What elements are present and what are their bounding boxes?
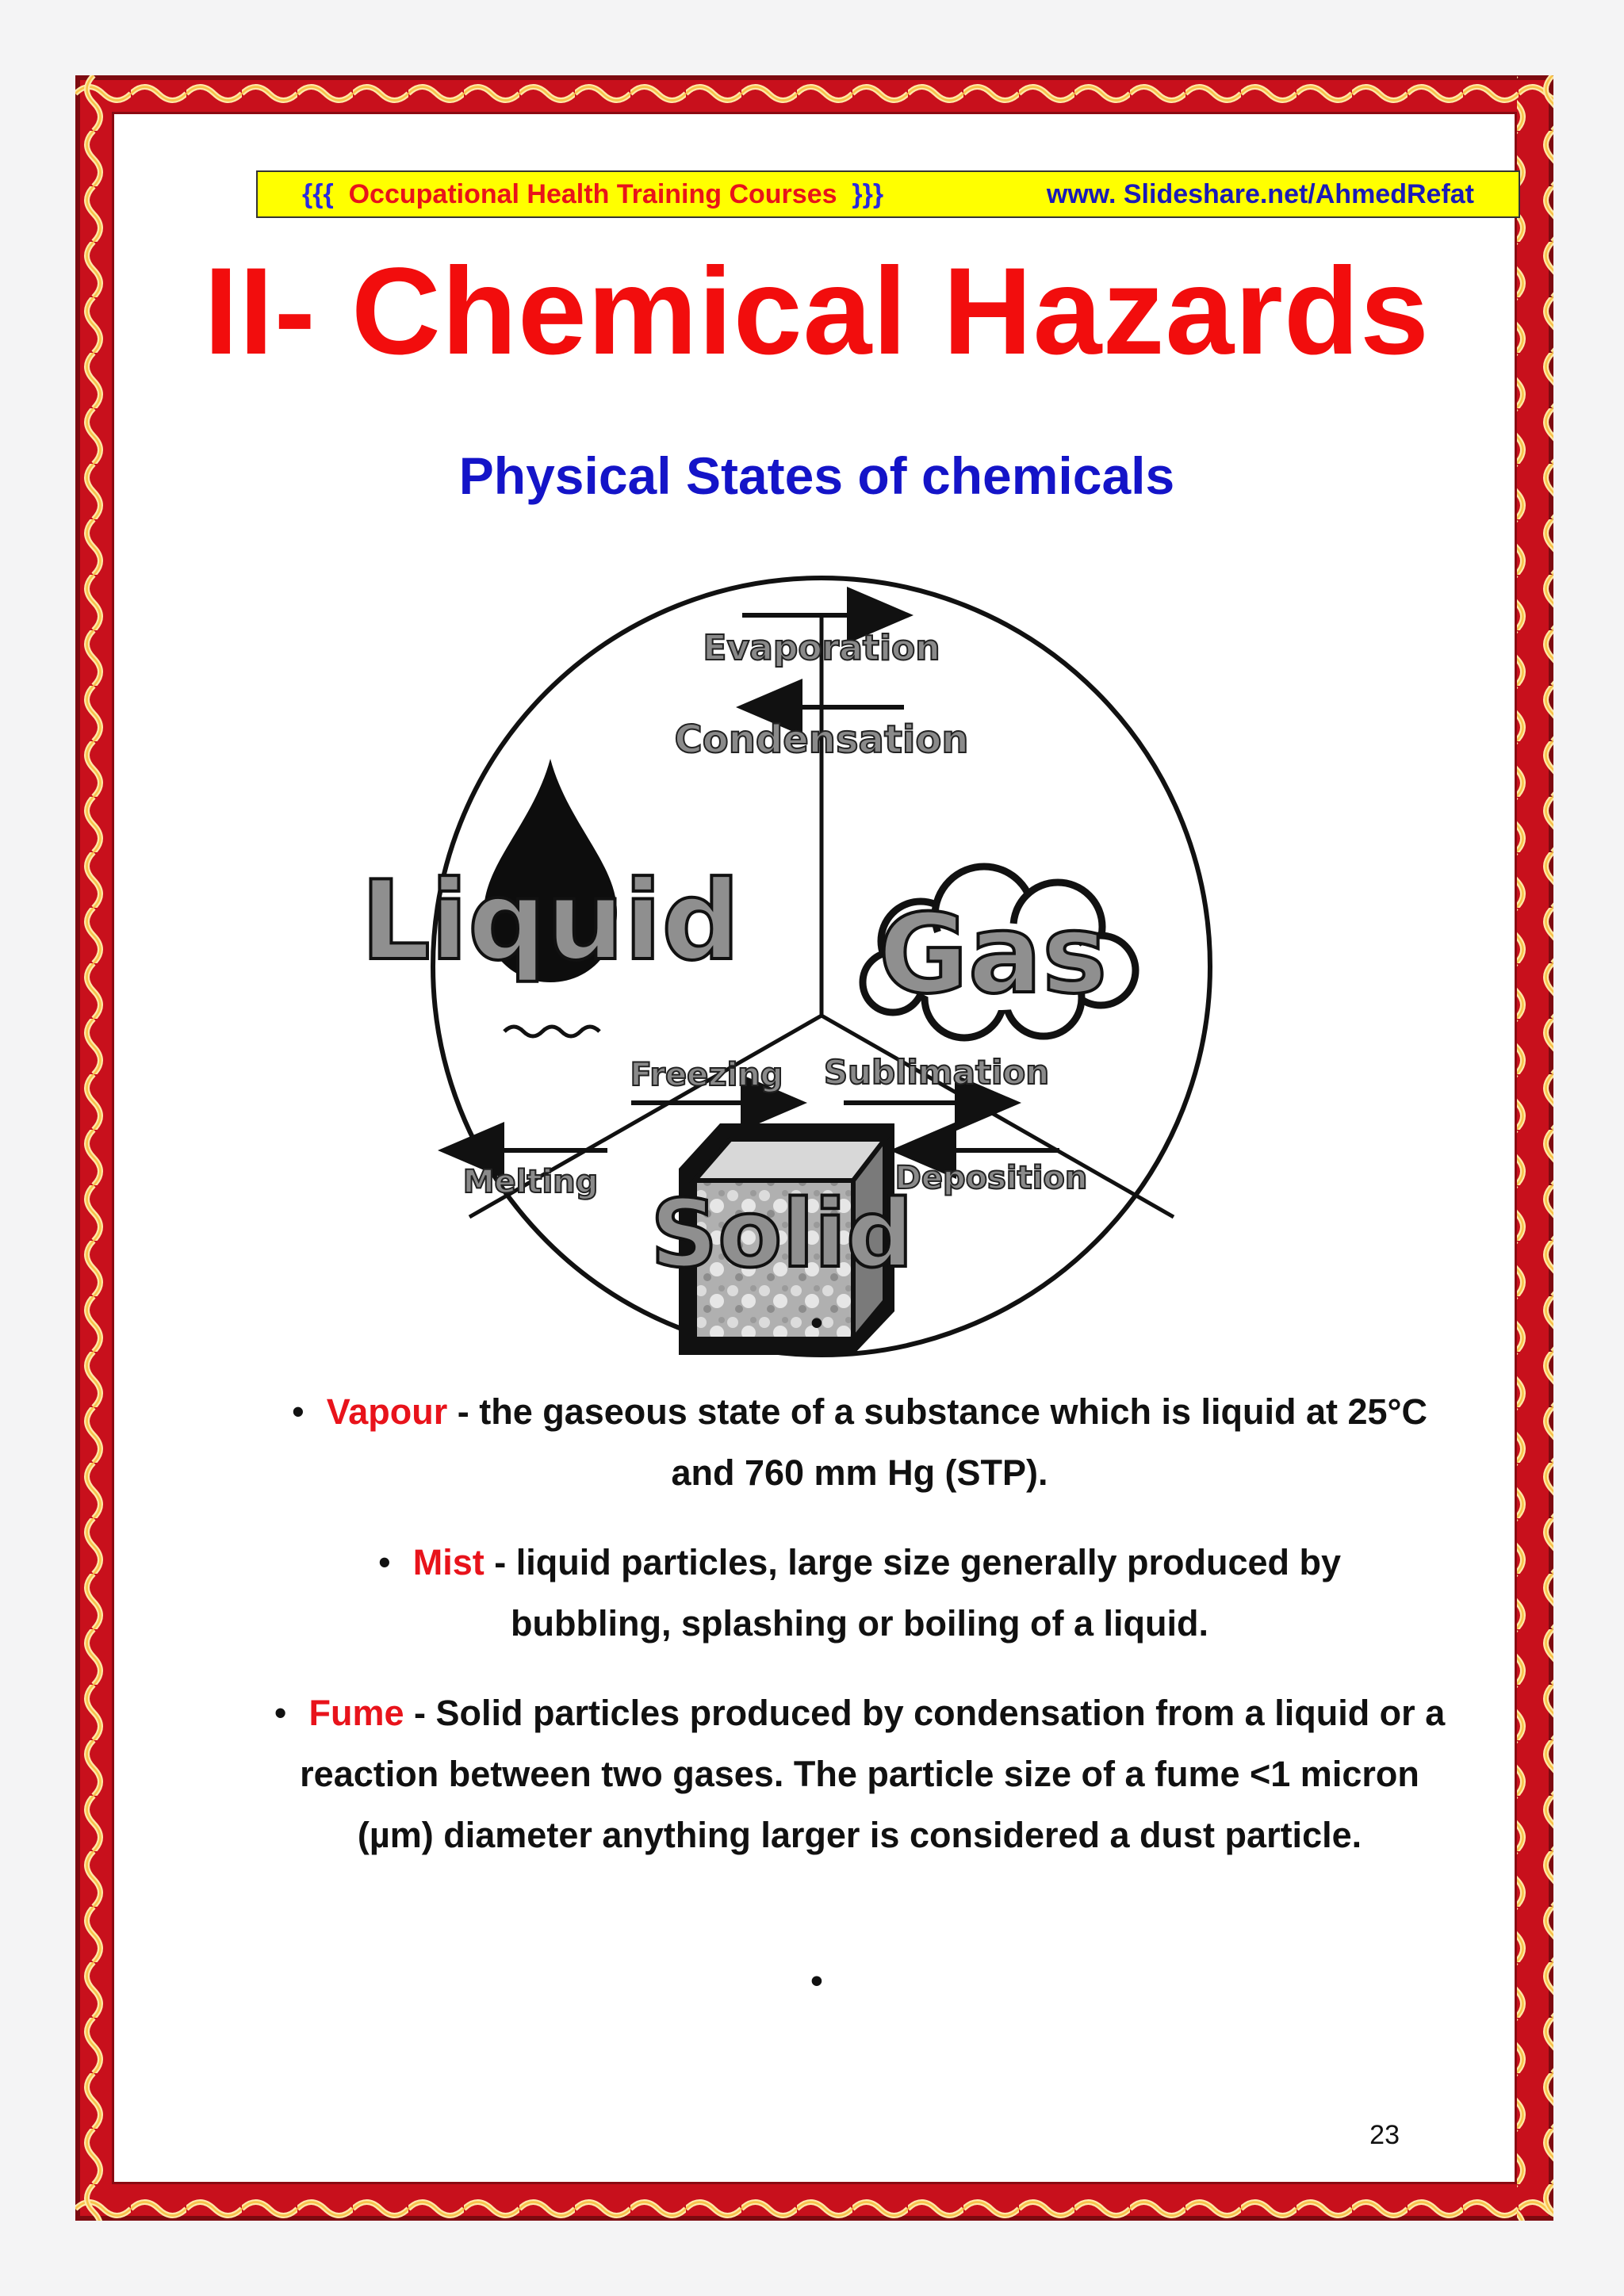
term-vapour: Vapour xyxy=(326,1391,448,1432)
page-title: II- Chemical Hazards xyxy=(204,243,1430,381)
header-course-title: {{{ Occupational Health Training Courses }}} xyxy=(302,179,884,209)
definitions-list xyxy=(273,1381,1446,1894)
label-evaporation: Evaporation xyxy=(703,628,940,668)
list-item xyxy=(273,1532,1446,1654)
label-condensation: Condensation xyxy=(674,718,969,762)
list-item xyxy=(273,1682,1446,1866)
definition-vapour: - the gaseous state of a substance which is liquid at 25°C and 760 mm Hg (STP). xyxy=(447,1391,1428,1493)
section-subtitle: Physical States of chemicals xyxy=(458,446,1175,505)
empty-bullet-bottom: • xyxy=(810,1961,823,2000)
list-item xyxy=(273,1381,1446,1503)
term-fume: Fume xyxy=(308,1693,404,1733)
page-frame xyxy=(75,75,1553,2221)
definition-fume: - Solid particles produced by condensation from a liquid or a reaction between two gases. The particle size of a fume <1 micron (µm) diameter anything larger is considered a dust particle. xyxy=(300,1693,1446,1855)
page-content xyxy=(112,112,1517,2184)
empty-bullet-top: • xyxy=(810,1303,823,1342)
label-gas: Gas xyxy=(878,890,1108,1018)
label-solid: Solid xyxy=(650,1179,914,1288)
bullet-mark: • xyxy=(274,1693,287,1733)
label-deposition: Deposition xyxy=(894,1160,1088,1196)
header-website-link[interactable]: www. Slideshare.net/AhmedRefat xyxy=(1046,179,1474,209)
label-liquid: Liquid xyxy=(360,857,741,985)
label-melting: Melting xyxy=(462,1164,599,1200)
definition-mist: - liquid particles, large size generally produced by bubbling, splashing or boiling of a liquid. xyxy=(484,1542,1342,1644)
label-sublimation: Sublimation xyxy=(823,1053,1050,1092)
term-mist: Mist xyxy=(412,1542,485,1582)
page-number: 23 xyxy=(1369,2120,1400,2150)
bullet-mark: • xyxy=(377,1542,391,1582)
states-of-matter-diagram xyxy=(360,554,1234,1347)
header-banner xyxy=(256,170,1520,218)
bullet-mark: • xyxy=(291,1391,304,1432)
label-freezing: Freezing xyxy=(630,1057,783,1093)
